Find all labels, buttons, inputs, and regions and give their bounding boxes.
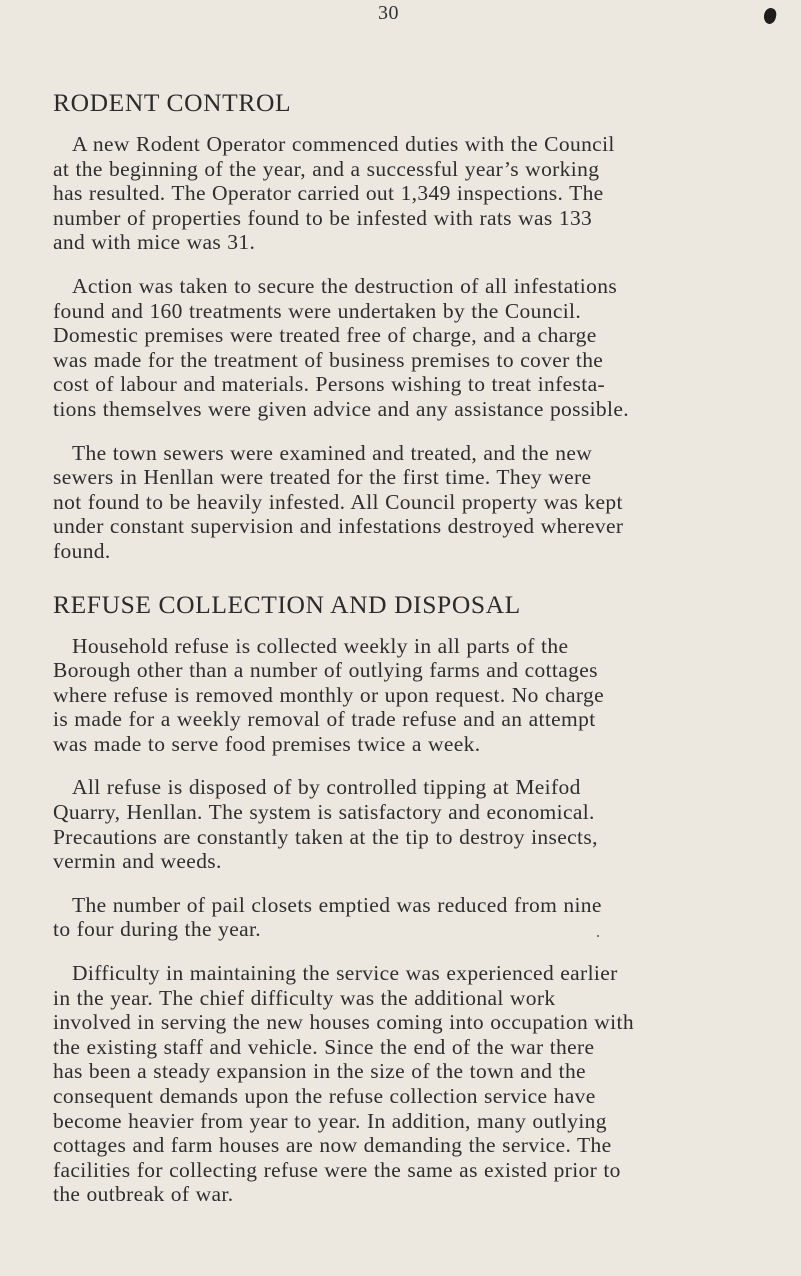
refuse-paragraph-3: The number of pail closets emptied was reduced from nine to four during the year.	[53, 892, 602, 942]
section-heading-rodent-control: RODENT CONTROL	[53, 88, 292, 117]
refuse-paragraph-1: Household refuse is collected weekly in all parts of the Borough other than a number of outlying farms and cottages where refuse is removed monthly or upon request. No charge is made for a weekly removal of trade refuse and an attempt was made to serve food premises twice a week.	[53, 633, 604, 756]
rodent-paragraph-3: The town sewers were examined and treated, and the new sewers in Henllan were treated for the first time. They were not found to be heavily infested. All Council property was kept under constant supervision and infestations destroyed wherever found.	[53, 440, 624, 563]
rodent-paragraph-2: Action was taken to secure the destruction of all infestations found and 160 treatments were undertaken by the Council. Domestic premises were treated free of charge, and a charge was made for the treatment of business premises to cover the cost of labour and materials. Persons wishing to treat infesta- tions themselves were given advice and any assistance possible.	[53, 273, 629, 421]
page-number: 30	[378, 2, 399, 24]
rodent-paragraph-1: A new Rodent Operator commenced duties with the Council at the beginning of the year, and a successful year’s working has resulted. The Operator carried out 1,349 inspections. The number of properties found to be infested with rats was 133 and with mice was 31.	[53, 132, 615, 255]
print-speck	[597, 935, 599, 937]
section-heading-refuse-collection: REFUSE COLLECTION AND DISPOSAL	[53, 589, 521, 619]
ink-blot-mark	[762, 7, 777, 25]
page-body	[53, 86, 773, 1207]
refuse-paragraph-4: Difficulty in maintaining the service was experienced earlier in the year. The chief difficulty was the additional work involved in serving the new houses coming into occupation with the existing staff and vehicle. Since the end of the war there has been a steady expansion in the size of the town and the consequent demands upon the refuse collection service have become heavier from year to year. In addition, many outlying cottages and farm houses are now demanding the service. The facilities for collecting refuse were the same as existed prior to the outbreak of war.	[53, 961, 634, 1207]
refuse-paragraph-2: All refuse is disposed of by controlled tipping at Meifod Quarry, Henllan. The system is satisfactory and economical. Precautions are constantly taken at the tip to destroy insects, vermin and weeds.	[53, 775, 598, 874]
